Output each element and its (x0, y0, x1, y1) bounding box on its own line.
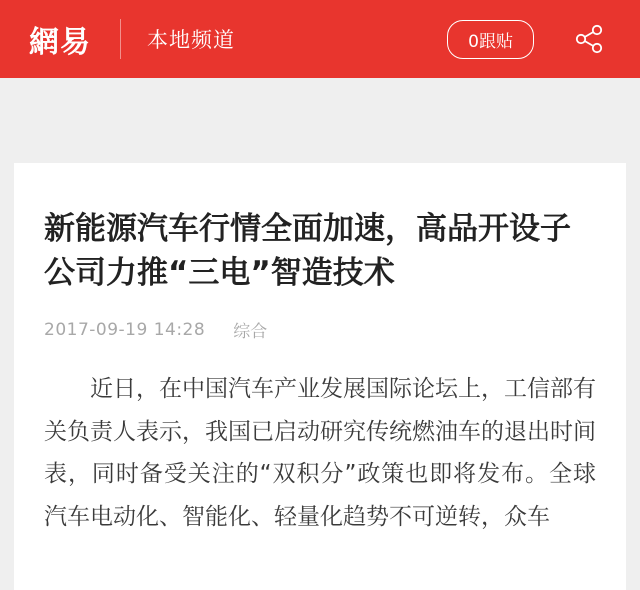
header-content-gap (0, 78, 640, 163)
article-meta (44, 317, 596, 342)
article-source: 综合 (233, 322, 268, 343)
channel-label[interactable]: 本地频道 (147, 28, 235, 52)
share-nodes-icon[interactable] (570, 19, 610, 59)
article-body: 近日，在中国汽车产业发展国际论坛上，工信部有关负责人表示，我国已启动研究传统燃油车的退出时间表，同时备受关注的“双积分”政策也即将发布。全球汽车电动化、智能化、轻量化趋势不可逆转，众车 (44, 376, 596, 530)
comment-count-button[interactable]: 0跟贴 (447, 20, 534, 59)
header-divider (120, 19, 121, 59)
article-timestamp: 2017-09-19 14:28 (44, 319, 206, 340)
netease-logo-text: 網易 (29, 25, 91, 60)
article-card (14, 163, 626, 590)
app-header (0, 0, 640, 78)
page-title: 新能源汽车行情全面加速，高品开设子公司力推“三电”智造技术 (44, 211, 571, 292)
netease-logo[interactable] (0, 0, 120, 78)
